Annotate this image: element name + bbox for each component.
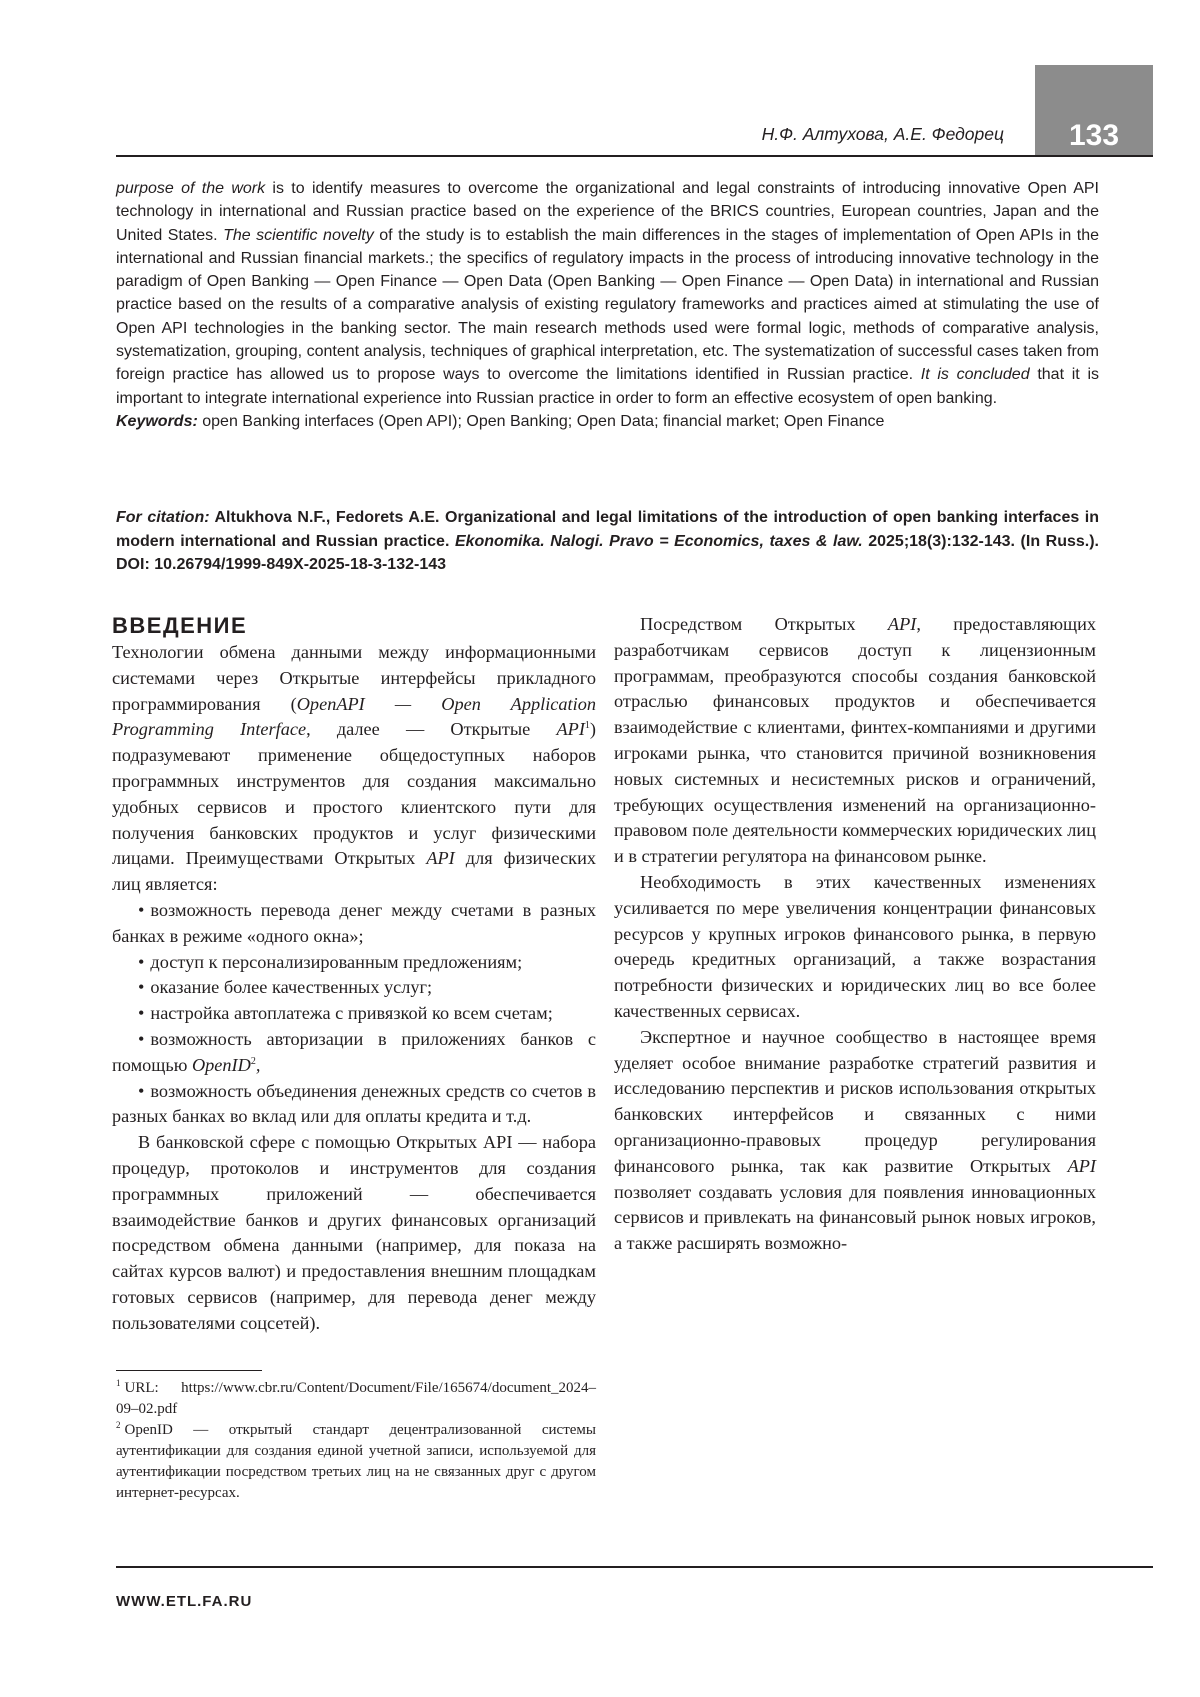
keywords xyxy=(116,410,1099,433)
bullet-icon: • xyxy=(138,1080,145,1101)
bullet-text-end: , xyxy=(255,1054,261,1075)
concluded-label: It is concluded xyxy=(920,366,1030,384)
intro-paragraph-5 xyxy=(614,1025,1096,1257)
bullet-icon: • xyxy=(138,951,145,972)
keywords-label: Keywords: xyxy=(116,412,198,430)
running-head-authors: Н.Ф. Алтухова, А.Е. Федорец xyxy=(761,124,1004,144)
p1-text-c: ) подразумевают применение общедоступных наборов программных инструментов для создания максимально удобных сервисов и простого клиентского пути для получения банковских продуктов и услуг физическими лицами. Преимуществами Открытых xyxy=(112,719,596,869)
footer-rule xyxy=(116,1566,1153,1568)
bullet-icon: • xyxy=(138,899,145,920)
bullet-item xyxy=(112,1001,596,1027)
footnote-1 xyxy=(116,1378,596,1420)
novelty-text: of the study is to establish the main differences in the stages of implementation of Open APIs in the international and Russian financial markets.; the specifics of regulatory impacts in the process of introducing innovative technology in the paradigm of Open Banking — Open Finance — Open Data (Open Banking — Open Finance — Open Data) in international and Russian practice based on the results of a comparative analysis of existing regulatory frameworks and practices aimed at stimulating the use of Open API technologies in the banking sector. The main research methods used were formal logic, methods of comparative analysis, systematization, grouping, content analysis, techniques of graphical interpretation, etc. The systematization of successful cases taken from foreign practice has allowed us to propose ways to overcome the limitations identified in Russian practice. xyxy=(116,226,1100,384)
p1-openapi: OpenAPI — Open Application Programming Interface xyxy=(112,693,596,740)
bullet-text: возможность перевода денег между счетами в разных банках в режиме «одного окна»; xyxy=(112,899,596,946)
p1-text-d: для физических лиц является: xyxy=(112,848,596,895)
right-column xyxy=(614,612,1096,1257)
intro-paragraph-4: Необходимость в этих качественных изменениях усиливается по мере увеличения концентрации финансовых ресурсов у крупных игроков финансового рынка, в первую очередь кредитных организаций, а также возрастания потребности физических и юридических лиц во все более качественных сервисах. xyxy=(614,871,1096,1021)
p1-api: API xyxy=(556,719,585,740)
bullet-icon: • xyxy=(138,1003,145,1024)
citation xyxy=(116,506,1099,577)
intro-paragraph-1 xyxy=(112,640,596,898)
bullet-item xyxy=(112,1079,596,1131)
purpose-text: is to identify measures to overcome the organizational and legal constraints of introducing innovative Open API technology in international and Russian practice based on the experience of the BRICS countries, European countries, Japan and the United States. xyxy=(116,180,1099,244)
footnote-rule xyxy=(116,1370,262,1371)
footnote-2-text: OpenID — открытый стандарт децентрализованной системы аутентификации для создания единой учетной записи, используемой для аутентификации посредством третьих лиц на не связанных друг с другом интернет-ресурсах. xyxy=(116,1422,596,1501)
p1-text-a: Технологии обмена данными между информационными системами через Открытые интерфейсы прикладного программирования ( xyxy=(112,642,596,714)
intro-paragraph-2: В банковской сфере с помощью Открытых API — набора процедур, протоколов и инструментов для создания программных приложений — обеспечивается взаимодействие банков и других финансовых организаций посредством обмена данными (например, для показа на сайтах курсов валют) и предоставления внешним площадкам готовых сервисов (например, для перевода денег между пользователями соцсетей). xyxy=(112,1132,596,1333)
p3-text-b: , предоставляющих разработчикам сервисов доступ к лицензионным программам, преобразуются способы создания банковской отраслью финансовых продуктов и обеспечивается взаимодействие с клиентами, финтех-компаниями и другими игроками рынка, что становится причиной возникновения новых системных и несистемных рисков и ограничений, требующих осуществления изменений на организационно-правовом поле деятельности коммерческих юридических лиц и в стратегии регулятора на финансовом рынке. xyxy=(614,614,1097,867)
left-column xyxy=(112,612,596,1337)
abstract xyxy=(116,177,1099,433)
bullet-item xyxy=(112,1027,596,1079)
p5-api: API xyxy=(1067,1155,1096,1176)
footnote-1-number: 1 xyxy=(116,1378,121,1388)
p3-text-a: Посредством Открытых xyxy=(640,614,888,634)
p5-text-b: позволяет создавать условия для появления инновационных сервисов и привлекать на финансовый рынок новых игроков, а также расширять возможно- xyxy=(614,1181,1096,1254)
header-rule xyxy=(116,155,1153,157)
footnotes xyxy=(116,1378,596,1504)
p3-api: API xyxy=(887,614,917,634)
abstract-paragraph xyxy=(116,177,1099,410)
page-number: 133 xyxy=(1068,119,1120,152)
citation-journal: Ekonomika. Nalogi. Pravo = Economics, taxes & law. xyxy=(454,532,863,550)
bullet-icon: • xyxy=(138,1028,145,1049)
bullet-item xyxy=(112,898,596,950)
p5-text-a: Экспертное и научное сообщество в настоящее время уделяет особое внимание разработке стратегий развития и исследованию перспектив и рисков использования открытых банковских интерфейсов и связанных с ними организационно-правовых процедур регулирования финансового рынка, так как развитие Открытых xyxy=(614,1026,1096,1176)
footnote-ref-2[interactable]: 2 xyxy=(250,1055,256,1067)
footnote-1-text[interactable]: URL: https://www.cbr.ru/Content/Document/File/165674/document_2024–09–02.pdf xyxy=(116,1380,596,1417)
bullet-text: возможность объединения денежных средств со счетов в разных банках во вклад или для оплаты кредита и т.д. xyxy=(112,1080,596,1127)
bullet-text: настройка автоплатежа с привязкой ко всем счетам; xyxy=(150,1003,553,1024)
novelty-label: The scientific novelty xyxy=(223,226,374,244)
p1-text-b: , далее — Открытые xyxy=(306,719,557,740)
citation-details: 2025;18(3):132-143. (In Russ.). DOI: 10.26794/1999-849X-2025-18-3-132-143 xyxy=(116,532,1099,573)
citation-label: For citation: xyxy=(116,509,210,526)
bullet-text: возможность авторизации в приложениях банков с помощью xyxy=(112,1028,596,1075)
p1-api-2: API xyxy=(426,848,455,869)
bullet-item xyxy=(112,950,596,976)
bullet-icon: • xyxy=(138,977,145,998)
concluded-text: that it is important to integrate international experience into Russian practice in order to form an effective ecosystem of open banking. xyxy=(116,366,1100,407)
intro-paragraph-3 xyxy=(614,612,1096,870)
bullet-text: оказание более качественных услуг; xyxy=(150,977,433,998)
keywords-text: open Banking interfaces (Open API); Open Banking; Open Data; financial market; Open Finance xyxy=(197,412,885,430)
footnote-2-number: 2 xyxy=(116,1420,121,1430)
section-title: ВВЕДЕНИЕ xyxy=(112,613,248,638)
journal-website[interactable]: WWW.ETL.FA.RU xyxy=(116,1593,253,1610)
footnote-2 xyxy=(116,1420,596,1504)
bullet-text: доступ к персонализированным предложениям; xyxy=(150,951,523,972)
purpose-label: purpose of the work xyxy=(116,180,266,197)
openid-term: OpenID xyxy=(191,1054,251,1075)
citation-text: Altukhova N.F., Fedorets A.E. Organizational and legal limitations of the introduction of open banking interfaces in modern international and Russian practice. xyxy=(116,509,1100,550)
bullet-item xyxy=(112,975,596,1001)
footnote-ref-1[interactable]: 1 xyxy=(584,720,590,732)
